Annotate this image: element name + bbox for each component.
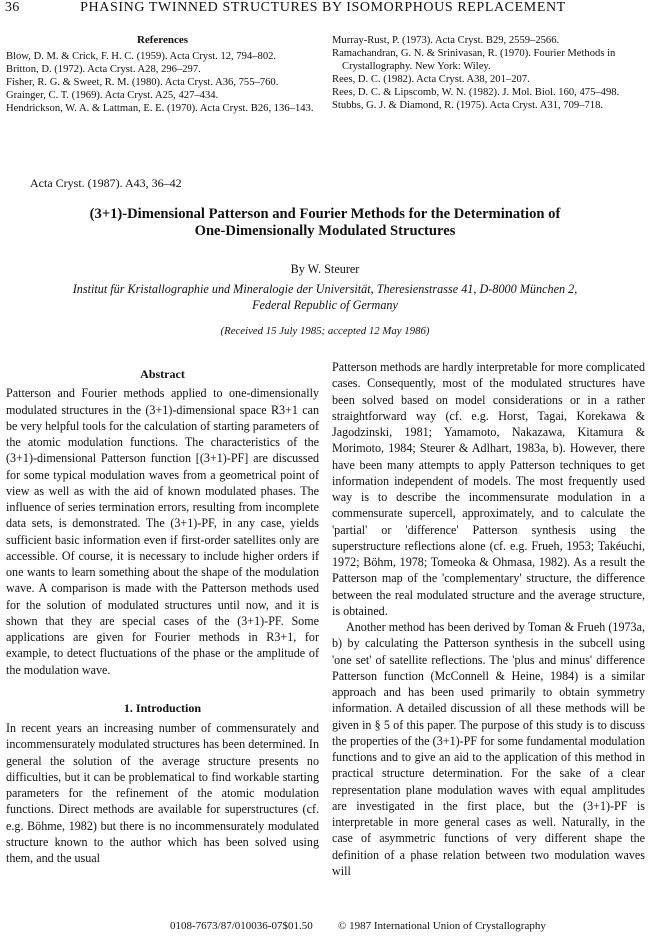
copyright: © 1987 International Union of Crystallography <box>338 920 546 932</box>
reference-item: Murray-Rust, P. (1973). Acta Cryst. B29, 2559–2566. <box>332 35 560 46</box>
journal-reference: Acta Cryst. (1987). A43, 36–42 <box>30 176 182 190</box>
page-number: 36 <box>5 0 20 15</box>
title-line: One-Dimensionally Modulated Structures <box>194 223 456 239</box>
reference-item: Hendrickson, W. A. & Lattman, E. E. (1970). Acta Cryst. B26, 136–143. <box>6 103 314 114</box>
affiliation-line: Institut für Kristallographie und Mineralogie der Universität, Theresienstrasse 41, D-8000 München 2, <box>72 282 578 296</box>
author: By W. Steurer <box>290 262 360 276</box>
running-header <box>5 0 645 16</box>
reference-item: Ramachandran, G. N. & Srinivasan, R. (1970). Fourier Methods in Crystallography. New York: Wiley. <box>332 48 616 72</box>
intro-paragraph: In recent years an increasing number of commensurately and incommensurately modulated structures has been determined. In general the solution of the average structure presents no difficulties, but it can be problematical to find workable starting parameters for the refinement of the atomic modulation functions. Direct methods are available for superstructures (cf. e.g. Böhme, 1982) but there is no incommensurately modulated structure known to the author which has been solved using them, and the usual <box>6 721 319 865</box>
affiliation-line: Federal Republic of Germany <box>252 297 398 312</box>
running-title: PHASING TWINNED STRUCTURES BY ISOMORPHOUS REPLACEMENT <box>80 0 566 15</box>
intro-paragraph-cont: Patterson methods are hardly interpretable for more complicated cases. Consequently, most of the modulated structures have been solved based on model considerations or in a rather straightforward way (cf. e.g. Horst, Tagai, Korekawa & Jagodzinski, 1981; Yamamoto, Nakazawa, Kitamura & Morimoto, 1984; Steurer & Adlhart, 1983a, b). However, there have been many attempts to apply Patterson techniques to get information independent of models. The most frequently used way is to describe the incommensurate modulation in a commensurate supercell, approximately, and to calculate the 'partial' or 'difference' Patterson synthesis using the superstructure reflections alone (cf. e.g. Frueh, 1953; Takéuchi, 1972; Böhm, 1978; Tomeoka & Ohmasa, 1982). As a result the Patterson map of the 'complementary' structure, the difference between the real modulated structure and the average structure, is obtained. <box>332 360 645 618</box>
references-right <box>332 34 645 112</box>
title-line: (3+1)-Dimensional Patterson and Fourier Methods for the Determination of <box>89 206 561 222</box>
article-code: 0108-7673/87/010036-07$01.50 <box>170 920 313 932</box>
affiliation <box>25 282 625 313</box>
right-column <box>332 359 645 879</box>
reference-item: Britton, D. (1972). Acta Cryst. A28, 296–297. <box>6 64 201 75</box>
article-title <box>20 206 630 240</box>
reference-item: Fisher, R. G. & Sweet, R. M. (1980). Acta Cryst. A36, 755–760. <box>6 77 279 88</box>
reference-item: Rees, D. C. (1982). Acta Cryst. A38, 201–207. <box>332 74 530 85</box>
reference-item: Grainger, C. T. (1969). Acta Cryst. A25, 427–434. <box>6 90 219 101</box>
reference-item: Stubbs, G. J. & Diamond, R. (1975). Acta Cryst. A31, 709–718. <box>332 100 604 111</box>
references-heading: References <box>136 34 189 46</box>
intro-paragraph: Another method has been derived by Toman & Frueh (1973a, b) by calculating the Patterson synthesis in the subcell using 'one set' of satellite reflections. The 'plus and minus' difference Patterson function (McConnell & Heine, 1984) is a similar approach and has been used primarily to obtain symmetry information. A detailed discussion of all these methods will be given in § 5 of this paper. The purpose of this study is to discuss the properties of the (3+1)-PF for some fundamental modulation functions and to give an aid to the application of this method in practical structure determination. For the sake of a clear representation plane modulation waves with equal amplitudes are investigated in the first place, but the (3+1)-PF is interpretable in more general cases as well. Naturally, in the case of asymmetric functions of very different shape the definition of a phase relation between two modulation waves will <box>332 620 645 878</box>
received-dates: (Received 15 July 1985; accepted 12 May 1986) <box>220 325 430 337</box>
reference-item: Rees, D. C. & Lipscomb, W. N. (1982). J. Mol. Biol. 160, 475–498. <box>332 87 620 98</box>
abstract-heading: Abstract <box>140 367 185 381</box>
introduction-heading: 1. Introduction <box>123 700 202 715</box>
abstract-text: Patterson and Fourier methods applied to one-dimensionally modulated structures in the (3+1)-dimensional space R3+1 can be very helpful tools for the calculation of starting parameters of the atomic modulation functions. The characteristics of the (3+1)-dimensional Patterson function [(3+1)-PF] are discussed for some typical modulation waves from a geometrical point of view as well as with the aid of known modulated phases. The influence of series termination errors, resulting from incomplete data sets, is demonstrated. The (3+1)-PF, in any case, yields sufficient basic information even if first-order satellites only are accessible. Of course, it is necessary to include higher orders if one wants to learn something about the shape of the modulation wave. A comparison is made with the Patterson methods used for the solution of modulated structures until now, and it is shown that they are special cases of the (3+1)-PF. Some applications are given for Fourier methods in R3+1, for example, to detect fluctuations of the phase or the amplitude of the modulation wave. <box>6 386 319 677</box>
references-left <box>6 34 319 115</box>
reference-item: Blow, D. M. & Crick, F. H. C. (1959). Acta Cryst. 12, 794–802. <box>6 51 277 62</box>
left-column <box>6 366 319 866</box>
